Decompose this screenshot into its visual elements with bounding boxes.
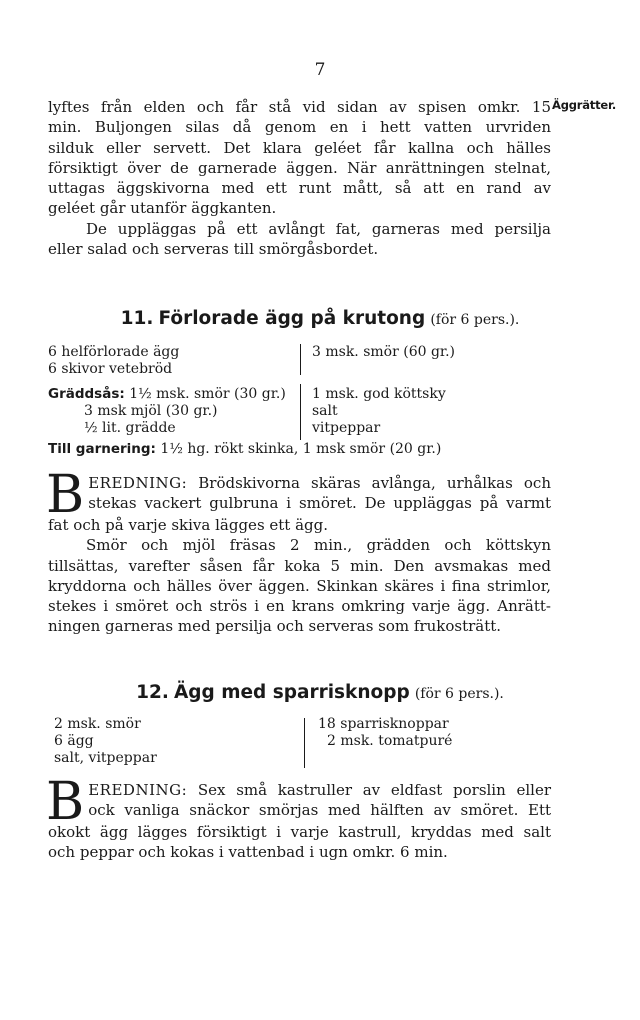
column-divider — [300, 344, 301, 375]
ingredient: salt, vitpeppar — [54, 750, 157, 766]
ingredient: 3 msk mjöl (30 gr.) — [84, 403, 218, 419]
recipe-name: Förlorade ägg på krutong — [158, 308, 426, 329]
text-line: tillsättas, varefter såsen får koka 5 min. Den avsmakas med — [48, 556, 551, 575]
column-divider — [304, 718, 305, 768]
text-line: lyftes från elden och får stå vid sidan av spisen omkr. 15 — [48, 98, 551, 116]
recipe-12-title — [0, 682, 640, 703]
intro-paragraph — [48, 97, 551, 259]
text-line — [48, 780, 551, 800]
ingredient — [48, 386, 286, 403]
sauce-first-ingredient: 1½ msk. smör (30 gr.) — [129, 386, 286, 402]
ingredient: 1 msk. god köttsky — [312, 386, 446, 402]
text-line: ock vanliga snäckor smörjas med hälften av smöret. Ett — [88, 801, 551, 820]
text-line: geléet går utanför äggkanten. — [48, 199, 277, 218]
recipe-servings: (för 6 pers.). — [430, 312, 520, 328]
text-line: stekes i smöret och strös i en krans omkring varje ägg. Anrätt- — [48, 597, 551, 616]
text-line: silduk eller servett. Det klara geléet får kallna och hälles — [48, 138, 551, 157]
ingredient: 18 sparrisknoppar — [318, 716, 449, 732]
text-line: ningen garneras med persilja och serveras som frukosträtt. — [48, 617, 502, 636]
recipe-name: Ägg med sparrisknopp — [173, 682, 410, 703]
text-line: Smör och mjöl fräsas 2 min., grädden och köttskyn — [86, 536, 551, 555]
ingredients-right-column — [312, 344, 455, 437]
chapter-side-label: Äggrätter. — [552, 98, 616, 112]
ingredient: 6 helförlorade ägg — [48, 344, 180, 360]
garnish-text: 1½ hg. rökt skinka, 1 msk smör (20 gr.) — [160, 441, 442, 457]
ingredient: 2 msk. tomatpuré — [327, 733, 453, 749]
text-line: uttagas äggskivorna med ett runt mått, så att en rand av — [48, 179, 551, 198]
text-line: och peppar och kokas i vattenbad i ugn omkr. 6 min. — [48, 843, 448, 862]
ingredient: 3 msk. smör (60 gr.) — [312, 344, 455, 360]
text-line: okokt ägg lägges försiktigt i varje kastrull, kryddas med salt — [48, 823, 551, 841]
ingredient: 6 ägg — [54, 733, 94, 749]
sauce-label: Gräddsås: — [48, 386, 125, 402]
ingredient: 2 msk. smör — [54, 716, 141, 732]
column-divider — [300, 384, 301, 440]
method-heading: EREDNING: — [88, 474, 188, 492]
garnish-line — [48, 441, 441, 457]
method-text: Brödskivorna skäras avlånga, urhålkas och — [198, 474, 551, 492]
recipe-12-method — [46, 772, 551, 863]
recipe-11-ingredients — [48, 344, 568, 440]
ingredients-right-column — [318, 716, 452, 750]
text-line: De uppläggas på ett avlångt fat, garneras med persilja — [86, 219, 551, 238]
drop-cap: B — [46, 465, 85, 525]
method-heading: EREDNING: — [88, 781, 188, 799]
page-number: 7 — [314, 60, 326, 80]
recipe-servings: (för 6 pers.). — [414, 686, 504, 702]
recipe-11-method — [46, 465, 551, 637]
text-line: kryddorna och hälles över äggen. Skinkan skäres i fina strimlor, — [48, 576, 551, 595]
text-line: eller salad och serveras till smörgåsbordet. — [48, 240, 379, 259]
garnish-label: Till garnering: — [48, 441, 156, 457]
text-line: fat och på varje skiva lägges ett ägg. — [48, 516, 329, 534]
recipe-number: 11. — [120, 308, 154, 329]
ingredient: ½ lit. grädde — [84, 420, 176, 436]
text-line: försiktigt över de garnerade äggen. När anrättningen stelnat, — [48, 158, 551, 177]
method-text: Sex små kastruller av eldfast porslin eller — [197, 781, 551, 799]
ingredient: vitpeppar — [312, 420, 381, 436]
ingredients-left-column — [54, 716, 157, 767]
ingredients-left-column — [48, 344, 286, 437]
text-line — [48, 473, 551, 493]
drop-cap: B — [46, 772, 85, 832]
ingredient: salt — [312, 403, 338, 419]
recipe-11-title — [0, 308, 640, 329]
text-line: stekas vackert gulbruna i smöret. De uppläggas på varmt — [88, 494, 551, 513]
recipe-number: 12. — [136, 682, 169, 703]
ingredient: 6 skivor vetebröd — [48, 361, 173, 377]
recipe-12-ingredients — [48, 716, 568, 768]
text-line: min. Buljongen silas då genom en i hett vatten urvriden — [48, 118, 551, 137]
